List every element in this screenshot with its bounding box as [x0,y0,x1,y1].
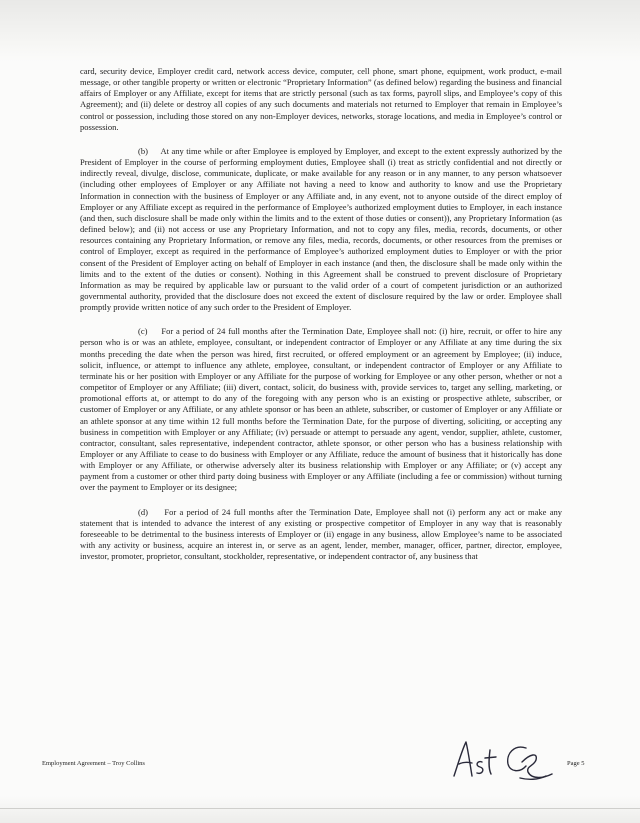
paragraph-label: (b) [138,145,148,156]
paragraph-d [80,507,562,563]
paragraph-label: (c) [138,326,148,337]
footer-document-title: Employment Agreement – Troy Collins [42,760,145,767]
paragraph-text: card, security device, Employer credit card, network access device, computer, cell phone, smart phone, equipment, work product, e-mail message, or other tangible property or written or electronic “Proprietary Information” (as defined below) regarding the business and financial affairs of Employer or any Affiliate, except for items that are strictly personal (such as tax forms, payroll slips, and Employee’s copy of this Agreement); and (ii) delete or destroy all copies of any such documents and materials not returned to Employer that remain in Employee’s control or possession, including those stored on any non-Employer devices, networks, storage locations, and media in Employee’s control or possession. [80,66,562,132]
scan-shadow-top [0,0,640,62]
paragraph-label: (d) [138,506,148,517]
paragraph-text: At any time while or after Employee is employed by Employer, and except to the extent expressly authorized by the President of Employer in the course of performing employment duties, Employee shall (i) treat as strictly confidential and not directly or indirectly reveal, divulge, disclose, communicate, duplicate, or make available for any reason or in any manner, to any person whatsoever (including other employees of Employer or any Affiliate not having a need to know and authority to know and use the Proprietary Information in connection with the business of Employer or any Affiliate and, in any event, not to anyone outside of the direct employ of Employer or any Affiliate except as required in the performance of Employee’s authorized employment duties to Employer, in each instance (and then, such disclosure shall be made only within the limits and to the extent of those duties or consent)), any Proprietary Information (as defined below); and (ii) not access or use any Proprietary Information, and not to copy any files, media, records, documents, or other resources containing any Proprietary Information, or remove any files, media, records, documents, or other resources from the premises or control of Employer, except as required in the performance of Employee’s authorized employment duties to Employer or with the prior consent of the President of Employer acting on behalf of Employer in each instance (and then, the disclosure shall be made only within the limits and to the extent of the duties or consent). Nothing in this Agreement shall be construed to prevent disclosure of Proprietary Information as may be required by applicable law or pursuant to the valid order of a court of competent jurisdiction or an authorized governmental authority, provided that the disclosure does not exceed the extent of disclosure required by the law or order. Employee shall promptly provide written notice of any such order to the President of Employer. [80,145,562,313]
paragraph-b [80,146,562,313]
paragraph-continuation [80,66,562,133]
page-label: Page [567,760,580,767]
paragraph-c [80,326,562,493]
paragraph-text: For a period of 24 full months after the Termination Date, Employee shall not: (i) hire, recruit, or offer to hire any person who is or was an athlete, employee, consultant, or independent contractor of Employer or any Affiliate at any time during the six months preceding the date when the person was hired, first recruited, or offered employment or an agreement by Employee; (ii) induce, solicit, influence, or attempt to influence any athlete, employee, consultant, or independent contractor of Employer or any Affiliate to terminate his or her position with Employer or any Affiliate for the purpose of working for Employee or any other person, whether or not a competitor of Employer or any Affiliate; (iii) divert, contact, solicit, do business with, provide services to, target any selling, marketing, or promotional efforts at, or attempt to do any of the foregoing with any person who is an existing or prospective athlete, subscriber, or customer of Employer or any Affiliate, or any athlete sponsor or has been an athlete, subscriber, or customer of Employer or any Affiliate or an athlete sponsor at any time within 12 full months before the Termination Date, for the purpose of diverting, soliciting, or accepting any business in competition with Employer or any Affiliate; (iv) persuade or attempt to persuade any agent, vendor, supplier, athlete, customer, contractor, consultant, sales representative, independent contractor, athlete sponsor, or other person who has a business relationship with Employer or any Affiliate to cease to do business with Employer or any Affiliate, reduce the amount of business that it historically has done with Employer or any Affiliate, or otherwise adversely alter its business relationship with Employer or any Affiliate; or (v) accept any payment from a customer or other third party doing business with Employer or any Affiliate (including a fee or commission) without turning over the payment to Employer or its designee; [80,326,563,493]
paragraph-text: For a period of 24 full months after the Termination Date, Employee shall not (i) perform any act or make any statement that is intended to advance the interest of any existing or prospective competitor of Employer in any way that is reasonably foreseeable to be detrimental to the business interests of Employer or (ii) engage in any business, allow Employee’s name to be associated with any activity or business, acquire an interest in, or serve as an agent, lender, member, manager, officer, partner, director, employee, investor, promoter, proprietor, consultant, stockholder, representative, or independent contractor of, any business that [80,506,562,562]
scan-shadow-bottom [0,796,640,823]
signature-initials-icon [448,736,558,784]
document-body [80,66,562,575]
page-number-value: 5 [581,760,585,767]
scan-edge-line [0,808,640,809]
page-number [567,760,585,767]
